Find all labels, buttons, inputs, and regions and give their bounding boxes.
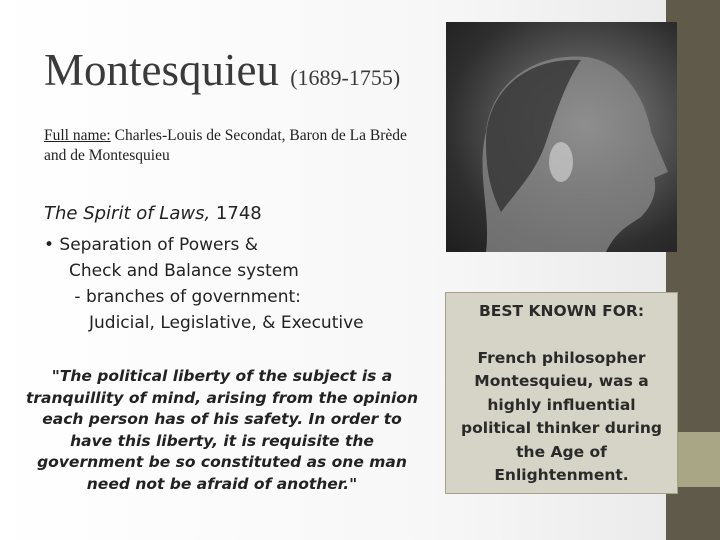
slide-title [44,44,400,96]
title-years: (1689-1755) [290,65,401,90]
work-name: The Spirit of Laws, [44,203,211,224]
title-name: Montesquieu [44,45,279,95]
full-name-value: Charles-Louis de Secondat, Baron de La Brède and de Montesquieu [44,127,407,164]
work-title [44,203,262,224]
full-name [44,126,424,166]
bullet-list [44,232,364,336]
portrait-image [446,22,677,252]
best-known-box [445,292,678,494]
bullet-item: - branches of government: [69,287,301,307]
bullet-item: Judicial, Legislative, & Executive [89,313,364,333]
profile-silhouette-icon [446,22,677,252]
work-year: 1748 [210,203,262,224]
quote: "The political liberty of the subject is a tranquillity of mind, arising from the opinion each person has of his safety. In order to have this liberty, it is requisite the government be so constituted as one man need not be afraid of another." [25,367,418,493]
bullet-item: Check and Balance system [69,261,299,281]
bullet-item: • Separation of Powers & [44,235,258,255]
best-known-heading: BEST KNOWN FOR: [478,302,645,320]
full-name-label: Full name: [44,127,111,144]
best-known-text: French philosopher Montesquieu, was a highly influential political thinker during the Age of Enlightenment. [461,348,662,484]
